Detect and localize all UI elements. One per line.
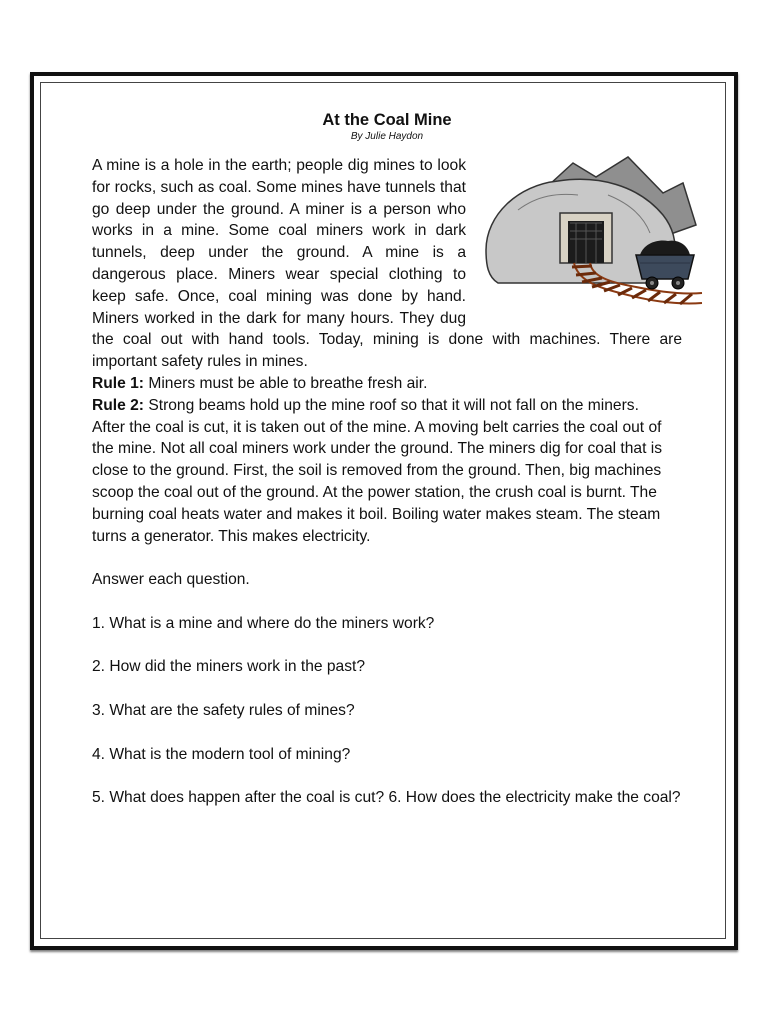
rule-1-label: Rule 1: bbox=[92, 374, 144, 392]
question-5-6: 5. What does happen after the coal is cut? 6. How does the electricity make the coal? bbox=[92, 789, 681, 807]
question-3: 3. What are the safety rules of mines? bbox=[92, 701, 355, 719]
instruction: Answer each question. bbox=[92, 571, 250, 589]
question-1: 1. What is a mine and where do the miners work? bbox=[92, 614, 435, 632]
rule-2-label: Rule 2: bbox=[92, 396, 144, 414]
rule-2-text: Strong beams hold up the mine roof so that it will not fall on the miners. bbox=[144, 396, 639, 414]
coal-mine-illustration-icon bbox=[478, 155, 704, 315]
rule-1-text: Miners must be able to breathe fresh air. bbox=[144, 374, 428, 392]
after-cut-paragraph: After the coal is cut, it is taken out of the mine. A moving belt carries the coal out of the mine. Not all coal miners work under the ground. The miners dig for coal that is close to the ground. First, the soil is removed from the ground. Then, big machines scoop the coal out of the ground. At the power station, the crush coal is burnt. The burning coal heats water and makes it boil. Boiling water makes steam. The steam turns a generator. This makes electricity. bbox=[92, 418, 663, 545]
document-title: At the Coal Mine bbox=[322, 111, 452, 129]
document-author: By Julie Haydon bbox=[350, 131, 424, 142]
intro-paragraph: A mine is a hole in the earth; people dig mines to look for rocks, such as coal. Some mines have tunnels that go deep under the ground. A miner is a person who works in a mine. Some coal miners work in dark tunnels, deep under the ground. A mine is a dangerous place. Miners wear special clothing to keep safe. Once, coal mining was done by hand. Miners worked in the dark for many hours. They dug the coal out with hand tools. Today, mining is done with machines. There are important safety rules in mines. bbox=[92, 157, 682, 371]
worksheet-content bbox=[92, 110, 682, 809]
rule-1 bbox=[92, 373, 682, 395]
question-4: 4. What is the modern tool of mining? bbox=[92, 745, 351, 763]
rule-2 bbox=[92, 395, 682, 417]
question-2: 2. How did the miners work in the past? bbox=[92, 658, 366, 676]
